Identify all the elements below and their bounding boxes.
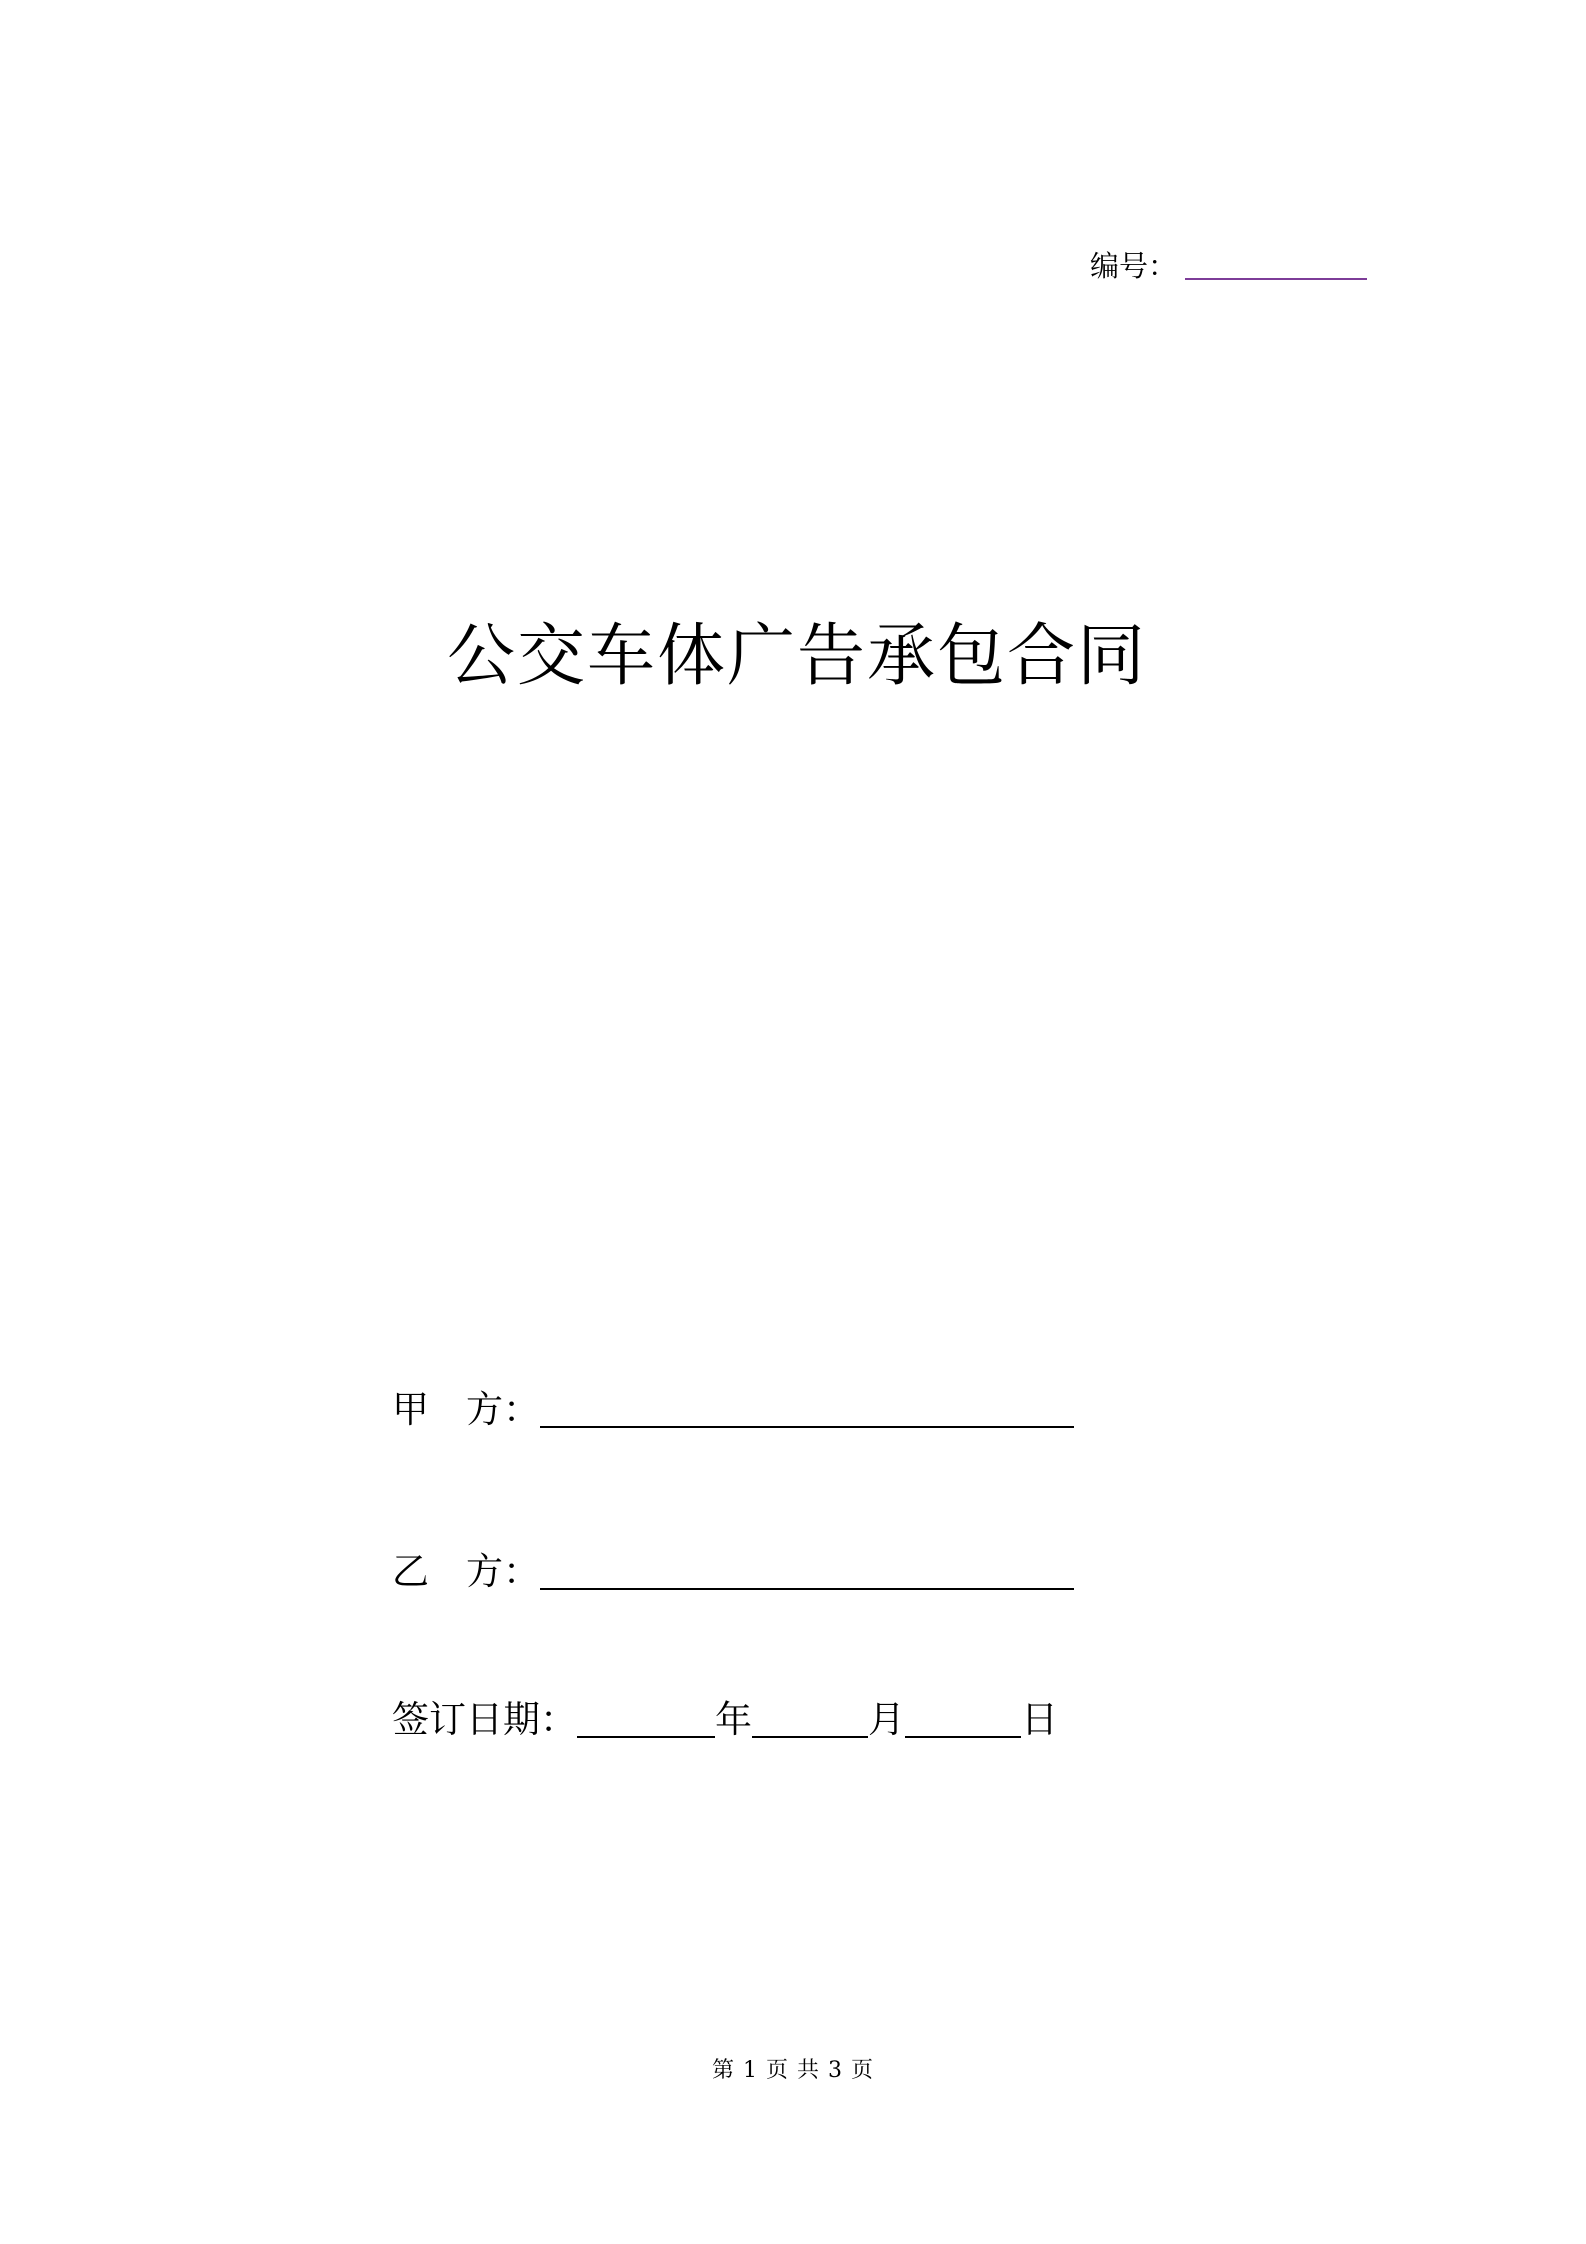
year-blank[interactable] — [577, 1736, 715, 1738]
document-title: 公交车体广告承包合同 — [446, 617, 1147, 696]
serial-number-field — [1090, 236, 1367, 286]
party-b-label: 乙 方： — [392, 1550, 540, 1593]
party-b-blank[interactable] — [540, 1588, 1074, 1590]
footer-current-page: 1 — [743, 2058, 758, 2083]
party-a-field — [392, 1386, 1074, 1434]
party-a-blank[interactable] — [540, 1426, 1074, 1428]
footer-middle: 页 共 — [758, 2058, 828, 2083]
day-blank[interactable] — [905, 1736, 1021, 1738]
year-unit: 年 — [715, 1698, 752, 1741]
party-a-label: 甲 方： — [392, 1388, 540, 1431]
sign-date-field — [392, 1696, 1058, 1744]
day-unit: 日 — [1021, 1698, 1058, 1741]
footer-prefix: 第 — [712, 2058, 743, 2083]
party-b-field — [392, 1548, 1074, 1596]
serial-number-blank[interactable] — [1185, 278, 1367, 280]
page-footer — [0, 2056, 1586, 2086]
footer-total-pages: 3 — [827, 2058, 843, 2083]
footer-suffix: 页 — [842, 2058, 874, 2083]
serial-number-label: 编号： — [1090, 249, 1178, 283]
sign-date-label: 签订日期： — [392, 1698, 577, 1741]
month-blank[interactable] — [752, 1736, 868, 1738]
month-unit: 月 — [868, 1698, 905, 1741]
